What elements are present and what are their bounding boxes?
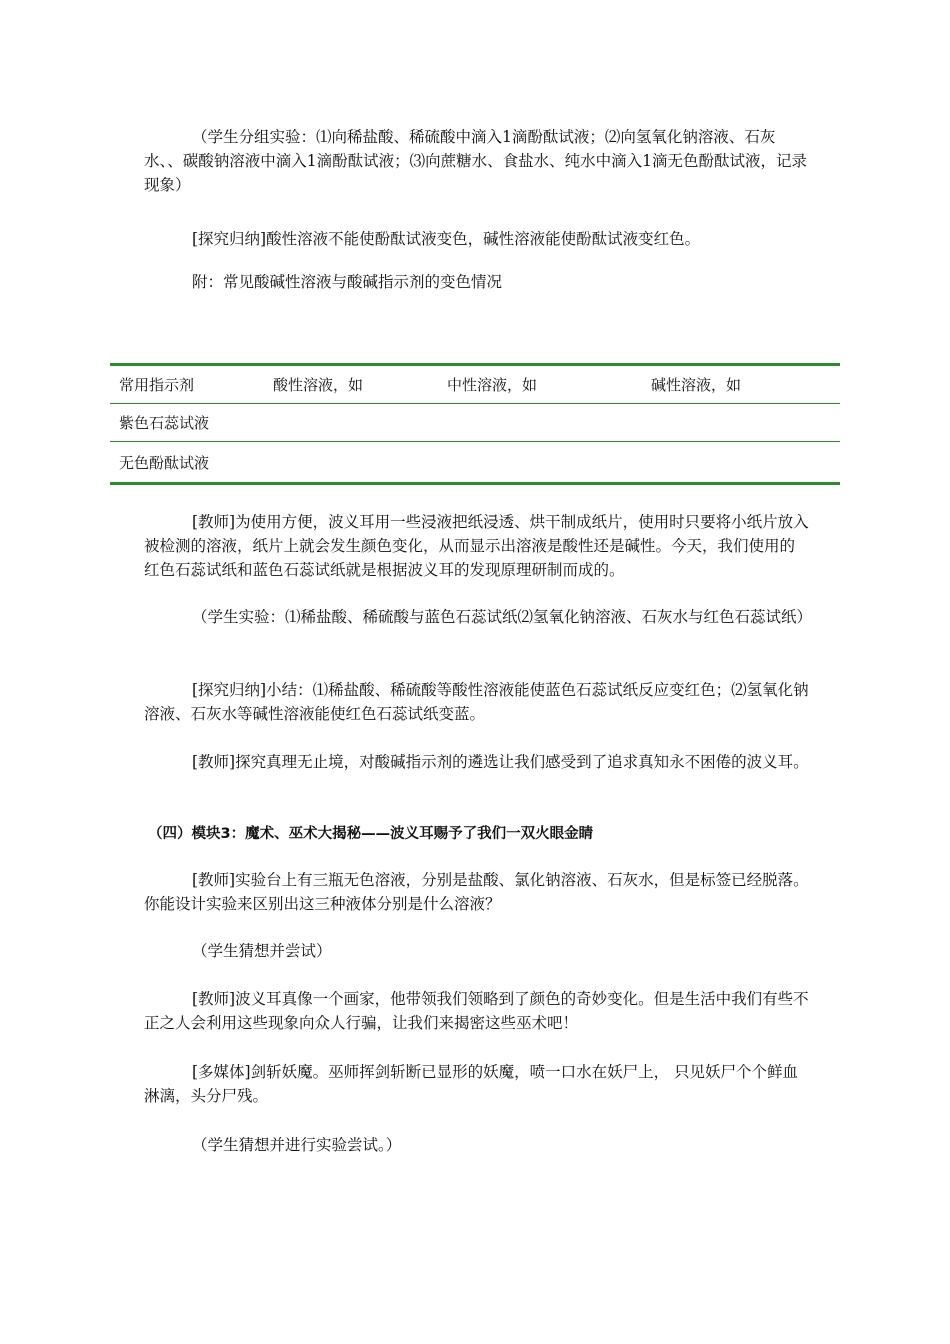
table-header-row bbox=[110, 365, 840, 404]
table-cell: 无色酚酞试液 bbox=[110, 442, 264, 484]
paragraph-student-guess: （学生猜想并尝试） bbox=[192, 942, 332, 960]
paragraph-appendix-note: 附：常见酸碱性溶液与酸碱指示剂的变色情况 bbox=[192, 273, 503, 291]
table-row bbox=[110, 442, 840, 484]
table-cell bbox=[438, 442, 642, 484]
table-cell bbox=[642, 442, 840, 484]
indicator-color-table bbox=[110, 363, 840, 485]
paragraph-student-group-experiment: （学生分组实验：⑴向稀盐酸、稀硫酸中滴入1滴酚酞试液；⑵向氢氧化钠溶液、石灰水、、碳酸钠溶液中滴入1滴酚酞试液；⑶向蔗糖水、食盐水、纯水中滴入1滴无色酚酞试液，记录现象） bbox=[144, 128, 807, 194]
table-cell bbox=[438, 404, 642, 442]
section-heading-module-3: （四）模块3：魔术、巫术大揭秘——波义耳赐予了我们一双火眼金睛 bbox=[148, 826, 594, 842]
table-cell bbox=[264, 404, 438, 442]
table-cell bbox=[264, 442, 438, 484]
table-header-cell: 碱性溶液，如 bbox=[642, 365, 840, 404]
paragraph-multimedia-sword: [多媒体]剑斩妖魔。巫师挥剑斩断已显形的妖魔，喷一口水在妖尸上， 只见妖尸个个鲜血淋漓，头分尸残。 bbox=[144, 1063, 799, 1105]
paragraph-teacher-litmus-paper: [教师]为使用方便，波义耳用一些浸液把纸浸透、烘干制成纸片，使用时只要将小纸片放入被检测的溶液，纸片上就会发生颜色变化，从而显示出溶液是酸性还是碱性。今天，我们使用的红色石蕊试纸和蓝色石蕊试纸就是根据波义耳的发现原理研制而成的。 bbox=[144, 513, 809, 579]
table-header-cell: 酸性溶液，如 bbox=[264, 365, 438, 404]
table-cell bbox=[642, 404, 840, 442]
table-cell: 紫色石蕊试液 bbox=[110, 404, 264, 442]
table-row bbox=[110, 404, 840, 442]
table-header-cell: 中性溶液，如 bbox=[438, 365, 642, 404]
paragraph-inquiry-summary-litmus: [探究归纳]小结：⑴稀盐酸、稀硫酸等酸性溶液能使蓝色石蕊试纸反应变红色；⑵氢氧化钠溶液、石灰水等碱性溶液能使红色石蕊试纸变蓝。 bbox=[144, 681, 809, 723]
paragraph-student-experiment-attempt: （学生猜想并进行实验尝试。） bbox=[192, 1136, 402, 1154]
paragraph-inquiry-summary-phenolphthalein: [探究归纳]酸性溶液不能使酚酞试液变色，碱性溶液能使酚酞试液变红色。 bbox=[192, 230, 701, 248]
paragraph-teacher-conclusion: [教师]探究真理无止境，对酸碱指示剂的遴选让我们感受到了追求真知永不困倦的波义耳。 bbox=[192, 753, 809, 771]
table-header-cell: 常用指示剂 bbox=[110, 365, 264, 404]
paragraph-teacher-painter: [教师]波义耳真像一个画家，他带领我们领略到了颜色的奇妙变化。但是生活中我们有些不正之人会利用这些现象向众人行骗，让我们来揭密这些巫术吧！ bbox=[144, 990, 809, 1032]
paragraph-student-litmus-experiment: （学生实验：⑴稀盐酸、稀硫酸与蓝色石蕊试纸⑵氢氧化钠溶液、石灰水与红色石蕊试纸） bbox=[192, 608, 813, 626]
paragraph-teacher-three-bottles: [教师]实验台上有三瓶无色溶液，分别是盐酸、氯化钠溶液、石灰水，但是标签已经脱落。你能设计实验来区别出这三种液体分别是什么溶液？ bbox=[144, 871, 809, 913]
